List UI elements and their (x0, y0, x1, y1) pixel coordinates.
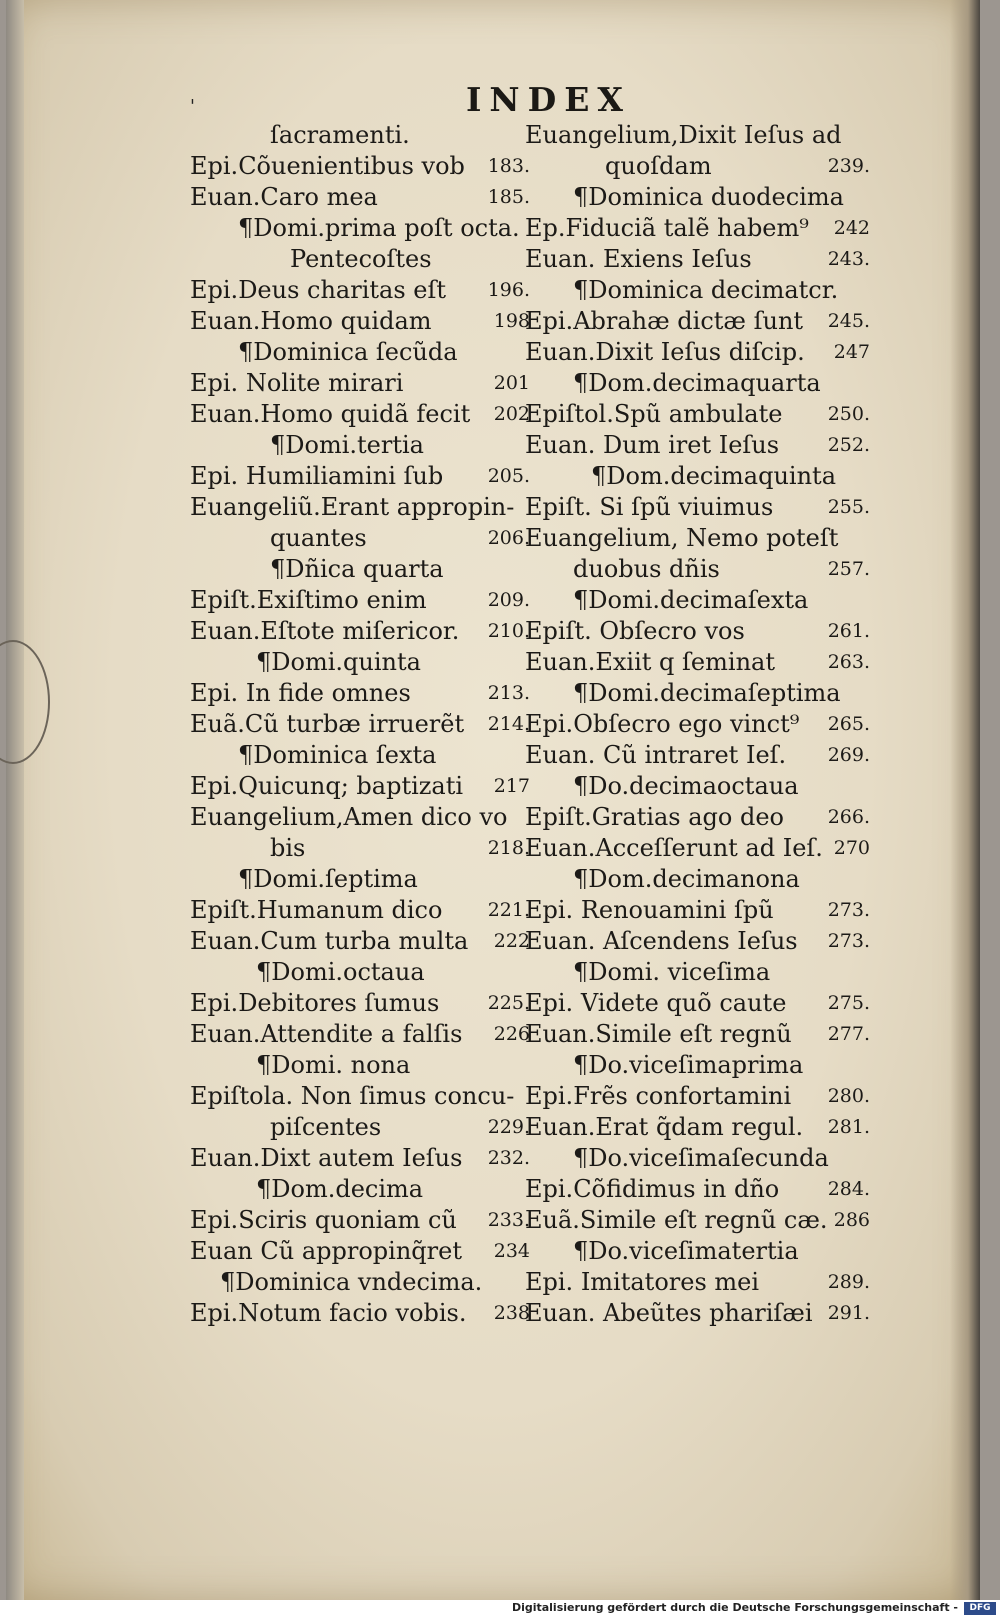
index-entry (525, 616, 870, 647)
entry-text: Euan.Dixit Ieſus diſcip. (525, 338, 805, 366)
index-entry (525, 306, 870, 337)
entry-text: Euan. Cũ intraret Ieſ. (525, 741, 787, 769)
entry-page-number: 202 (493, 403, 530, 425)
page-gutter (6, 0, 24, 1600)
entry-text: ¶Dominica vndecima. (220, 1268, 483, 1296)
entry-page-number: 277. (827, 1023, 870, 1045)
index-entry (525, 399, 870, 430)
index-entry (190, 895, 530, 926)
entry-page-number: 275. (827, 992, 870, 1014)
entry-page-number: 205. (487, 465, 530, 487)
index-entry (525, 182, 870, 213)
index-entry (190, 120, 530, 151)
entry-text: ¶Dominica duodecima (573, 183, 844, 211)
index-entry (525, 244, 870, 275)
index-entry (525, 1050, 870, 1081)
index-entry (525, 895, 870, 926)
index-entry (190, 833, 530, 864)
index-entry (190, 368, 530, 399)
entry-page-number: 218. (487, 837, 530, 859)
entry-text: Euan.Homo quidã fecit (190, 400, 471, 428)
index-entry (525, 492, 870, 523)
index-entry (525, 988, 870, 1019)
entry-page-number: 284. (827, 1178, 870, 1200)
entry-text: Epi.Notum facio vobis. (190, 1299, 467, 1327)
index-entry (525, 523, 870, 554)
index-entry (190, 1236, 530, 1267)
index-entry (190, 864, 530, 895)
index-entry (190, 275, 530, 306)
entry-page-number: 291. (827, 1302, 870, 1324)
index-entry (525, 1236, 870, 1267)
entry-text: Epi.Obſecro ego vinct⁹ (525, 710, 800, 738)
page-mark: ' (190, 96, 195, 117)
entry-page-number: 201 (493, 372, 530, 394)
entry-page-number: 198 (493, 310, 530, 332)
entry-text: ¶Dom.decimaquarta (573, 369, 821, 397)
entry-text: Epi.Debitores ſumus (190, 989, 440, 1017)
entry-text: ¶Dom.decimanona (573, 865, 800, 893)
index-entry (190, 988, 530, 1019)
index-entry (190, 244, 530, 275)
entry-text: Epi. Renouamini ſpũ (525, 896, 774, 924)
entry-text: Euangelium, Nemo poteſt (525, 524, 839, 552)
index-entry (190, 399, 530, 430)
entry-text: Euan.Acceſſerunt ad Ieſ. (525, 834, 823, 862)
index-entry (190, 616, 530, 647)
entry-text: Ep.Fiduciã talẽ habem⁹ (525, 214, 809, 242)
entry-text: ¶Domi. viceſima (573, 958, 771, 986)
entry-text: Epi.Deus charitas eſt (190, 276, 447, 304)
index-entry (525, 740, 870, 771)
entry-text: Euangelium,Dixit Ieſus ad (525, 121, 842, 149)
entry-text: ¶Domi. nona (256, 1051, 411, 1079)
entry-text: ¶Domi.quinta (256, 648, 421, 676)
entry-text: Epi.Frẽs confortamini (525, 1082, 792, 1110)
entry-page-number: 183. (487, 155, 530, 177)
index-entry (190, 740, 530, 771)
entry-text: quantes (270, 524, 367, 552)
index-entry (525, 771, 870, 802)
entry-text: Euan. Abeũtes phariſæi (525, 1299, 813, 1327)
index-entry (190, 771, 530, 802)
index-entry (190, 957, 530, 988)
entry-page-number: 185. (487, 186, 530, 208)
entry-page-number: 263. (827, 651, 870, 673)
entry-text: Euan Cũ appropinq̃ret (190, 1237, 462, 1265)
entry-page-number: 245. (827, 310, 870, 332)
index-entry (525, 1112, 870, 1143)
entry-page-number: 266. (827, 806, 870, 828)
index-entry (525, 1267, 870, 1298)
index-entry (190, 1205, 530, 1236)
entry-text: Euan.Erat q̃dam regul. (525, 1113, 804, 1141)
entry-page-number: 273. (827, 930, 870, 952)
index-entry (525, 1298, 870, 1329)
entry-text: piſcentes (270, 1113, 382, 1141)
index-entry (190, 430, 530, 461)
entry-page-number: 273. (827, 899, 870, 921)
dfg-logo: DFG (964, 1602, 996, 1615)
entry-text: Epi.Sciris quoniam cũ (190, 1206, 457, 1234)
entry-page-number: 243. (827, 248, 870, 270)
entry-text: Epiſt. Obſecro vos (525, 617, 745, 645)
entry-text: Epi. Videte quõ caute (525, 989, 787, 1017)
entry-page-number: 238 (493, 1302, 530, 1324)
entry-text: ¶Domi.decimaſexta (573, 586, 809, 614)
index-entry (525, 802, 870, 833)
entry-page-number: 214. (487, 713, 530, 735)
index-entry (190, 926, 530, 957)
entry-page-number: 213. (487, 682, 530, 704)
index-entry (525, 120, 870, 151)
entry-text: Euan.Homo quidam (190, 307, 432, 335)
entry-text: ¶Domi.decimaſeptima (573, 679, 841, 707)
index-entry (525, 833, 870, 864)
entry-text: Epi.Cõfidimus in dño (525, 1175, 780, 1203)
index-entry (525, 1143, 870, 1174)
index-entry (190, 306, 530, 337)
entry-text: Pentecoſtes (290, 245, 432, 273)
index-entry (525, 461, 870, 492)
entry-page-number: 217 (493, 775, 530, 797)
index-entry (190, 709, 530, 740)
entry-text: ¶Do.decimaoctaua (573, 772, 799, 800)
entry-page-number: 280. (827, 1085, 870, 1107)
entry-text: Euan. Aſcendens Ieſus (525, 927, 798, 955)
entry-page-number: 242 (833, 217, 870, 239)
entry-text: Euangeliũ.Erant appropin- (190, 493, 515, 521)
index-entry (190, 461, 530, 492)
entry-page-number: 196. (487, 279, 530, 301)
entry-text: Euan.Caro mea (190, 183, 378, 211)
entry-text: Epi. Imitatores mei (525, 1268, 760, 1296)
entry-text: Epiſt.Humanum dico (190, 896, 443, 924)
index-entry (190, 151, 530, 182)
entry-text: ¶Dñica quarta (270, 555, 444, 583)
entry-text: ¶Do.viceſimatertia (573, 1237, 799, 1265)
index-entry (525, 1081, 870, 1112)
entry-text: Epi.Quicunq; baptizati (190, 772, 464, 800)
entry-text: Euã.Simile eſt regnũ cæ. (525, 1206, 828, 1234)
right-index-column (525, 120, 870, 1329)
entry-page-number: 226 (493, 1023, 530, 1045)
entry-page-number: 252. (827, 434, 870, 456)
entry-page-number: 206. (487, 527, 530, 549)
entry-text: quoſdam (605, 152, 712, 180)
index-entry (525, 709, 870, 740)
entry-text: ¶Domi.octaua (256, 958, 425, 986)
entry-page-number: 255. (827, 496, 870, 518)
entry-text: ¶Domi.prima poſt octa. (238, 214, 520, 242)
entry-page-number: 209. (487, 589, 530, 611)
index-entry (525, 430, 870, 461)
entry-text: Epi.Abrahæ dictæ ſunt (525, 307, 804, 335)
index-entry (190, 1081, 530, 1112)
index-entry (190, 585, 530, 616)
entry-text: Epi. Nolite mirari (190, 369, 404, 397)
index-entry (190, 1050, 530, 1081)
entry-page-number: 210. (487, 620, 530, 642)
entry-text: Epiſt.Exiſtimo enim (190, 586, 427, 614)
entry-page-number: 289. (827, 1271, 870, 1293)
entry-page-number: 281. (827, 1116, 870, 1138)
entry-text: Euan.Dixt autem Ieſus (190, 1144, 463, 1172)
entry-text: Euan.Attendite a falſis (190, 1020, 463, 1048)
index-entry (190, 492, 530, 523)
entry-text: Euangelium,Amen dico vo (190, 803, 508, 831)
page-title: INDEX (466, 80, 631, 119)
footer-bar (0, 1600, 1000, 1618)
index-entry (190, 1174, 530, 1205)
index-entry (525, 1174, 870, 1205)
entry-text: Euan.Eſtote miſericor. (190, 617, 460, 645)
index-entry (525, 337, 870, 368)
entry-page-number: 270 (833, 837, 870, 859)
entry-page-number: 233. (487, 1209, 530, 1231)
entry-text: Euan.Cum turba multa (190, 927, 469, 955)
entry-text: Euan. Exiens Ieſus (525, 245, 752, 273)
index-entry (525, 678, 870, 709)
entry-text: Epi. Humiliamini ſub (190, 462, 444, 490)
index-entry (525, 957, 870, 988)
index-entry (190, 213, 530, 244)
index-entry (190, 554, 530, 585)
entry-text: ¶Dom.decima (256, 1175, 424, 1203)
index-entry (190, 1267, 530, 1298)
entry-page-number: 234 (493, 1240, 530, 1262)
index-entry (525, 554, 870, 585)
entry-page-number: 257. (827, 558, 870, 580)
index-entry (190, 1019, 530, 1050)
index-entry (190, 1143, 530, 1174)
entry-text: Euan. Dum iret Ieſus (525, 431, 780, 459)
entry-text: duobus dñis (573, 555, 720, 583)
entry-text: ¶Domi.tertia (270, 431, 424, 459)
index-entry (525, 151, 870, 182)
index-entry (525, 864, 870, 895)
entry-text: Epiſt. Si ſpũ viuimus (525, 493, 774, 521)
entry-page-number: 229. (487, 1116, 530, 1138)
entry-text: Euan.Simile eſt regnũ (525, 1020, 792, 1048)
index-entry (525, 926, 870, 957)
index-entry (190, 1298, 530, 1329)
index-entry (525, 647, 870, 678)
entry-page-number: 247 (833, 341, 870, 363)
entry-text: ¶Dom.decimaquinta (591, 462, 837, 490)
binding-curve (0, 640, 50, 764)
entry-text: Epiſt.Gratias ago deo (525, 803, 785, 831)
entry-text: bis (270, 834, 306, 862)
funding-credit: Digitalisierung gefördert durch die Deutsche Forschungsgemeinschaft - (511, 1601, 958, 1614)
entry-page-number: 250. (827, 403, 870, 425)
index-entry (190, 523, 530, 554)
index-entry (190, 337, 530, 368)
entry-text: ¶Dominica ſexta (238, 741, 437, 769)
page-edge (950, 0, 980, 1600)
entry-text: ſacramenti. (270, 121, 410, 149)
entry-page-number: 225. (487, 992, 530, 1014)
entry-text: ¶Dominica ſecũda (238, 338, 458, 366)
entry-text: Epiſtol.Spũ ambulate (525, 400, 783, 428)
index-entry (190, 802, 530, 833)
index-entry (190, 678, 530, 709)
entry-text: ¶Do.viceſimaſecunda (573, 1144, 829, 1172)
index-entry (525, 368, 870, 399)
entry-page-number: 221. (487, 899, 530, 921)
index-entry (525, 1205, 870, 1236)
entry-text: ¶Dominica decimatcr. (573, 276, 839, 304)
index-entry (190, 1112, 530, 1143)
left-index-column (190, 120, 530, 1329)
index-entry (525, 275, 870, 306)
entry-page-number: 222 (493, 930, 530, 952)
entry-text: Epi. In fide omnes (190, 679, 411, 707)
entry-page-number: 232. (487, 1147, 530, 1169)
entry-page-number: 269. (827, 744, 870, 766)
entry-page-number: 239. (827, 155, 870, 177)
entry-text: Euã.Cũ turbæ irruerẽt (190, 710, 465, 738)
entry-text: Epiſtola. Non ſimus concu- (190, 1082, 515, 1110)
entry-text: Epi.Cõuenientibus vob (190, 152, 465, 180)
index-entry (190, 182, 530, 213)
entry-text: Euan.Exiit q ſeminat (525, 648, 775, 676)
index-entry (525, 585, 870, 616)
entry-page-number: 261. (827, 620, 870, 642)
index-entry (525, 213, 870, 244)
index-entry (525, 1019, 870, 1050)
entry-text: ¶Domi.ſeptima (238, 865, 418, 893)
entry-page-number: 265. (827, 713, 870, 735)
entry-page-number: 286 (833, 1209, 870, 1231)
index-entry (190, 647, 530, 678)
entry-text: ¶Do.viceſimaprima (573, 1051, 804, 1079)
